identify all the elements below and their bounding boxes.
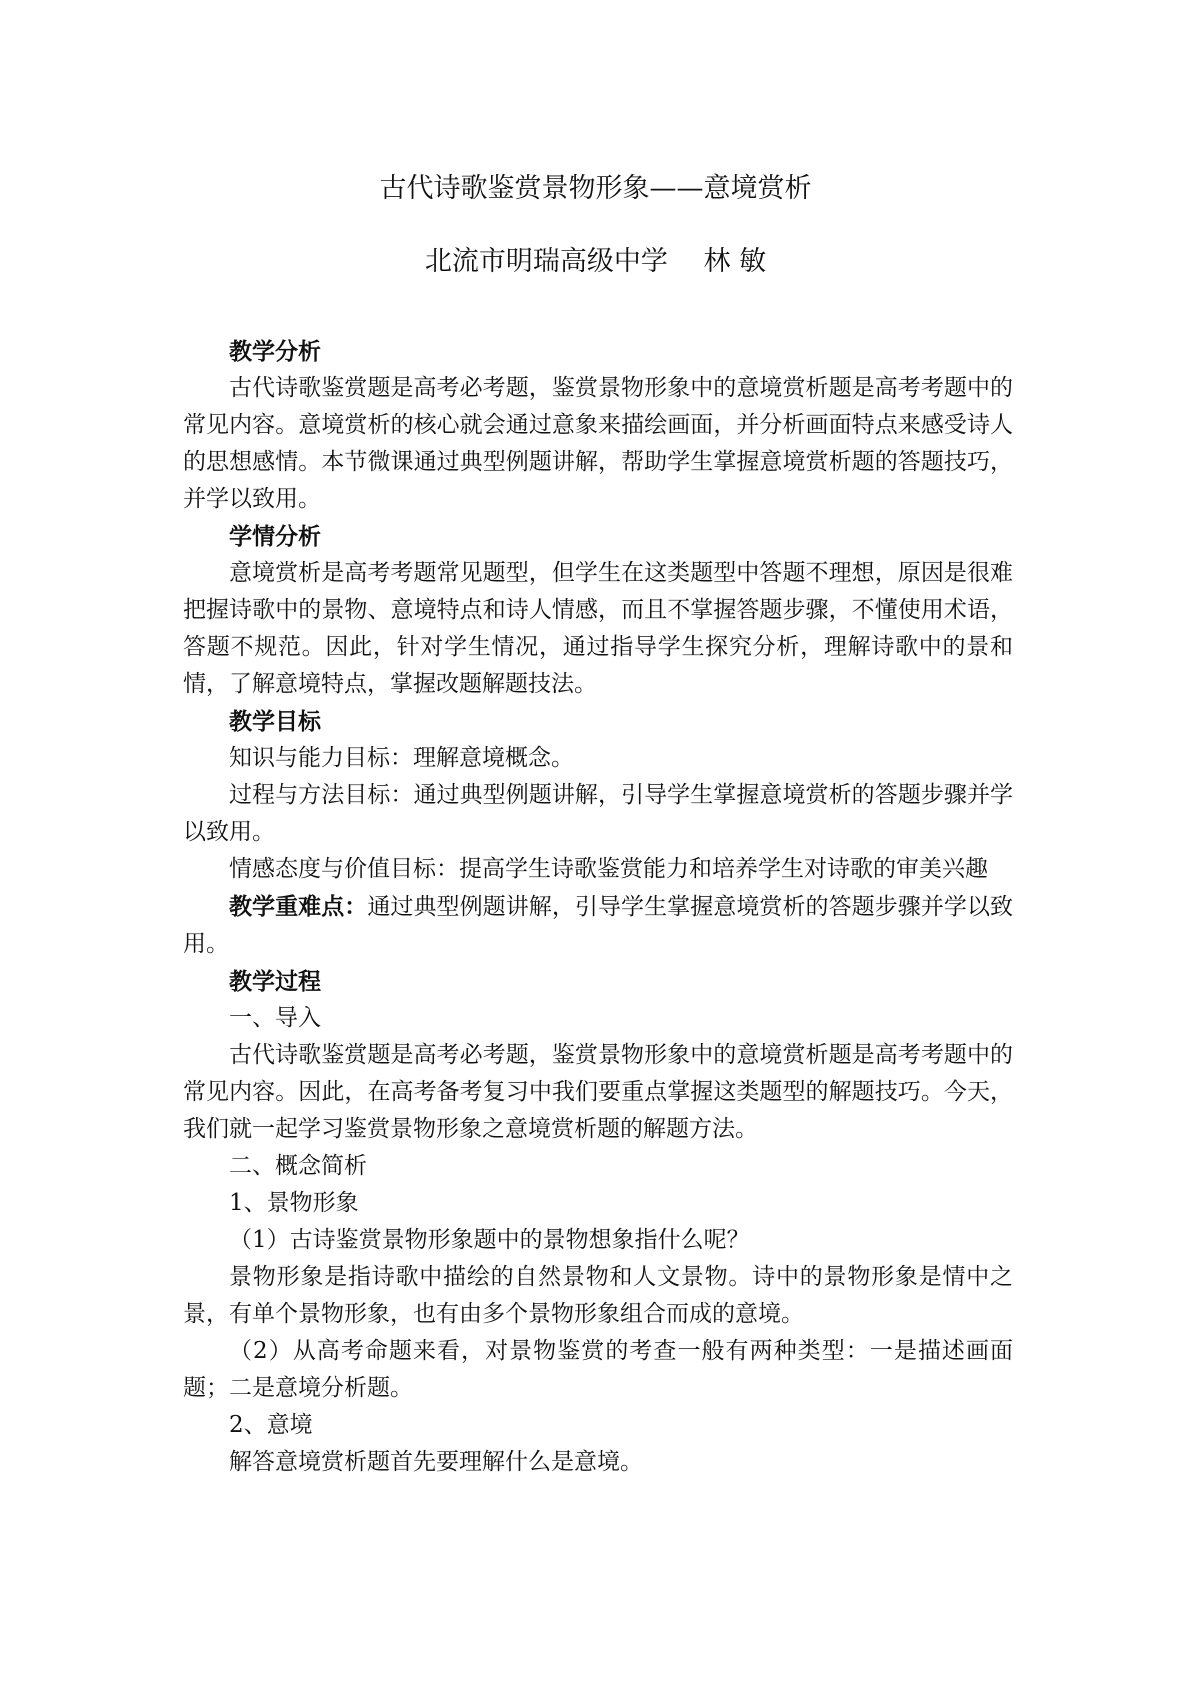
- goal-process-method: 过程与方法目标：通过典型例题讲解，引导学生掌握意境赏析的答题步骤并学以致用。: [183, 782, 1013, 845]
- section-heading-process: 教学过程: [229, 968, 321, 995]
- process-intro-paragraph: 古代诗歌鉴赏题是高考必考题，鉴赏景物形象中的意境赏析题是高考考题中的常见内容。因此，在高考备考复习中我们要重点掌握这类题型的解题技巧。今天，我们就一起学习鉴赏景物形象之意境赏析题的解题方法。: [183, 1042, 1013, 1142]
- process-scenery-question: （1）古诗鉴赏景物形象题中的景物想象指什么呢？: [229, 1227, 750, 1253]
- key-points-paragraph: [183, 888, 1013, 963]
- process-scenery-heading: 1、景物形象: [229, 1190, 359, 1216]
- process-scenery-types: （2）从高考命题来看，对景物鉴赏的考查一般有两种类型：一是描述画面题；二是意境分析题。: [183, 1338, 1013, 1401]
- author-line: 北流市明瑞高级中学 林 敏: [424, 246, 767, 277]
- section-heading-teaching-goals: 教学目标: [229, 708, 321, 735]
- document-title: 古代诗歌鉴赏景物形象——意境赏析: [379, 173, 812, 204]
- process-concept-heading: 二、概念简析: [229, 1153, 367, 1179]
- key-points-text: 通过典型例题讲解，引导学生掌握意境赏析的答题步骤并学以致用。: [183, 894, 1014, 957]
- section-heading-teaching-analysis: 教学分析: [229, 338, 321, 365]
- process-scenery-answer: 景物形象是指诗歌中描绘的自然景物和人文景物。诗中的景物形象是情中之景，有单个景物形象，也有由多个景物形象组合而成的意境。: [183, 1264, 1013, 1327]
- process-artistic-conception-heading: 2、意境: [229, 1412, 313, 1438]
- document-body: [183, 333, 1013, 1481]
- process-artistic-conception-text: 解答意境赏析题首先要理解什么是意境。: [229, 1449, 643, 1475]
- student-analysis-paragraph: 意境赏析是高考考题常见题型，但学生在这类题型中答题不理想，原因是很难把握诗歌中的景物、意境特点和诗人情感，而且不掌握答题步骤，不懂使用术语，答题不规范。因此，针对学生情况，通过指导学生探究分析，理解诗歌中的景和情，了解意境特点，掌握改题解题技法。: [183, 560, 1013, 697]
- goal-emotion-value: 情感态度与价值目标：提高学生诗歌鉴赏能力和培养学生对诗歌的审美兴趣: [229, 856, 988, 882]
- section-heading-student-analysis: 学情分析: [229, 523, 321, 550]
- goal-knowledge: 知识与能力目标：理解意境概念。: [229, 745, 574, 771]
- process-intro-heading: 一、导入: [229, 1005, 321, 1031]
- key-points-label: 教学重难点：: [229, 893, 368, 920]
- teaching-analysis-paragraph: 古代诗歌鉴赏题是高考必考题，鉴赏景物形象中的意境赏析题是高考考题中的常见内容。意境赏析的核心就会通过意象来描绘画面，并分析画面特点来感受诗人的思想感情。本节微课通过典型例题讲解，帮助学生掌握意境赏析题的答题技巧，并学以致用。: [183, 375, 1013, 512]
